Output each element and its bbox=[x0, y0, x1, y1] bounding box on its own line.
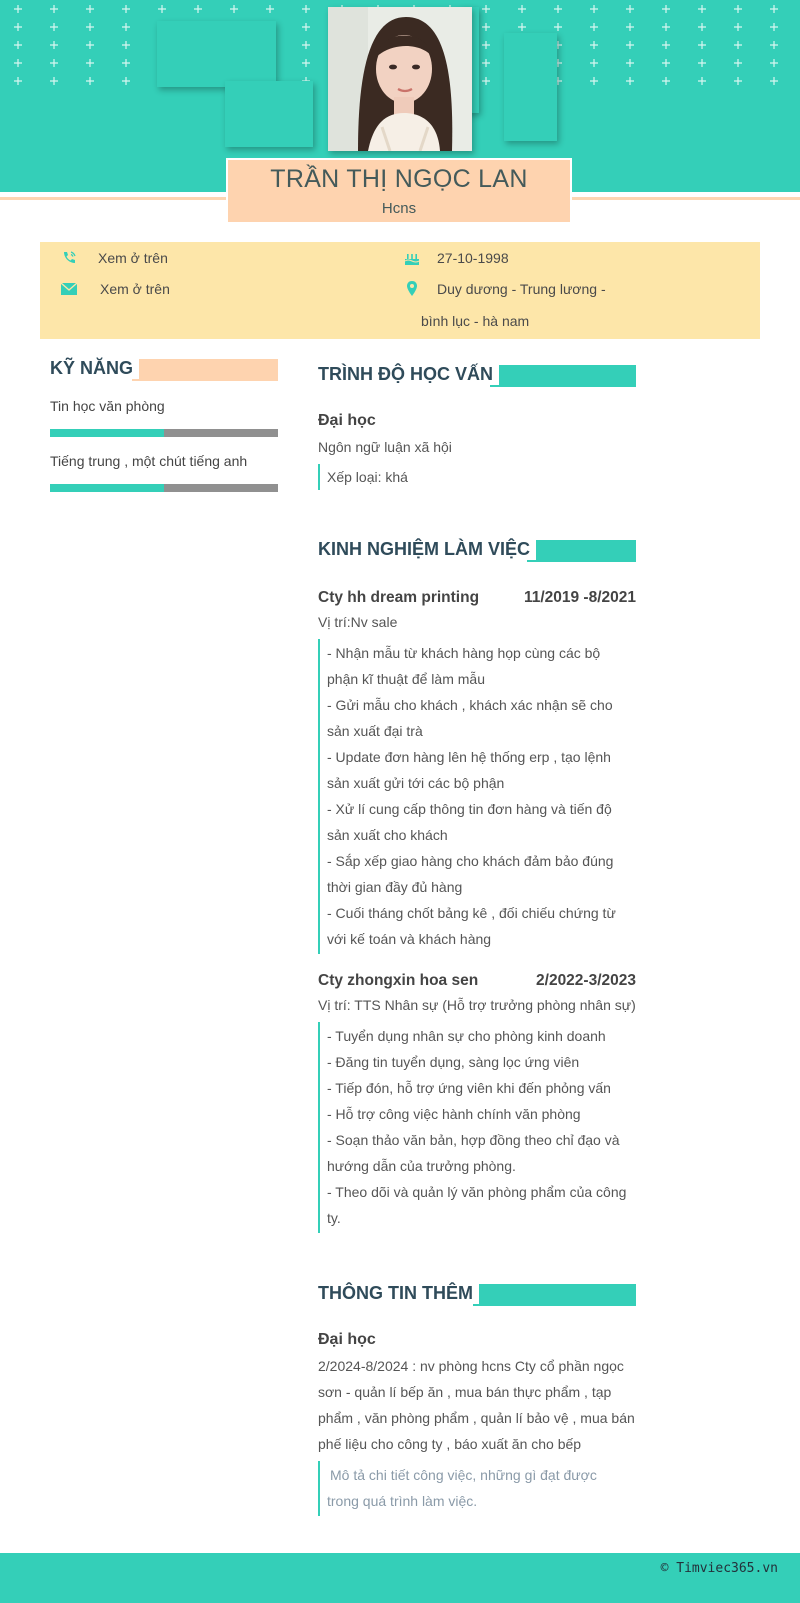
job-position: Vị trí: TTS Nhân sự (Hỗ trợ trưởng phòng nhân sự) bbox=[318, 997, 636, 1013]
education-heading: TRÌNH ĐỘ HỌC VẤN bbox=[318, 364, 499, 385]
contact-info bbox=[40, 242, 760, 339]
job-tasks bbox=[318, 639, 636, 954]
profile-photo bbox=[328, 7, 472, 151]
contact-birthday bbox=[403, 242, 509, 274]
task-line: - Theo dõi và quản lý văn phòng phẩm của công bbox=[327, 1184, 627, 1200]
education-major: Ngôn ngữ luận xã hội bbox=[318, 439, 452, 455]
education-degree: Đại học bbox=[318, 412, 376, 429]
contact-address bbox=[403, 273, 606, 337]
task-line: - Sắp xếp giao hàng cho khách đảm bảo đúng bbox=[327, 853, 614, 869]
description-line: 2/2024-8/2024 : nv phòng hcns Cty cổ phần ngọc bbox=[318, 1358, 624, 1374]
job-tasks bbox=[318, 1022, 636, 1233]
task-line: phận kĩ thuật để làm mẫu bbox=[327, 671, 485, 687]
job-item bbox=[318, 972, 636, 1233]
job-position: Vị trí:Nv sale bbox=[318, 614, 398, 630]
envelope-icon bbox=[60, 280, 78, 298]
skill-level-bar bbox=[50, 484, 278, 492]
education-section bbox=[318, 364, 636, 490]
contact-email bbox=[60, 273, 170, 305]
experience-section bbox=[318, 539, 636, 1233]
skill-item bbox=[50, 398, 278, 437]
skills-heading: KỸ NĂNG bbox=[50, 358, 139, 379]
task-line: sản xuất gửi tới các bộ phận bbox=[327, 775, 505, 791]
education-heading-bar bbox=[490, 365, 636, 387]
decor-square bbox=[157, 21, 276, 87]
additional-heading-bar bbox=[473, 1284, 636, 1306]
task-line: - Nhận mẫu từ khách hàng họp cùng các bộ bbox=[327, 645, 601, 661]
candidate-name: TRẦN THỊ NGỌC LAN bbox=[270, 165, 528, 193]
additional-note bbox=[318, 1461, 636, 1516]
address-text bbox=[421, 273, 606, 337]
job-header bbox=[318, 589, 636, 607]
task-line: - Hỗ trợ công việc hành chính văn phòng bbox=[327, 1106, 581, 1122]
additional-heading-row bbox=[318, 1283, 636, 1307]
skill-level-fill bbox=[50, 429, 164, 437]
task-line: hướng dẫn của trưởng phòng. bbox=[327, 1158, 516, 1174]
additional-section bbox=[318, 1283, 636, 1516]
skill-item bbox=[50, 453, 278, 492]
contact-phone bbox=[60, 242, 168, 274]
birthday-cake-icon bbox=[403, 249, 421, 267]
phone-icon bbox=[60, 249, 78, 267]
description-line: phẩm , văn phòng phẩm , quản lí bảo vệ , mua bán bbox=[318, 1410, 635, 1426]
task-line: ty. bbox=[327, 1210, 341, 1226]
task-line: - Update đơn hàng lên hệ thống erp , tạo lệnh bbox=[327, 749, 611, 765]
birthday-text: 27-10-1998 bbox=[437, 250, 509, 266]
decor-square bbox=[225, 81, 313, 147]
task-line: - Xử lí cung cấp thông tin đơn hàng và tiến độ bbox=[327, 801, 612, 817]
job-period: 2/2022-3/2023 bbox=[536, 972, 636, 989]
task-line: thời gian đầy đủ hàng bbox=[327, 879, 463, 895]
footer-watermark: © Timviec365.vn bbox=[660, 1561, 778, 1576]
address-line-1: Duy dương - Trung lương - bbox=[437, 281, 606, 297]
additional-subtitle: Đại học bbox=[318, 1331, 376, 1348]
name-card bbox=[226, 158, 572, 224]
job-header bbox=[318, 972, 636, 990]
task-line: - Soạn thảo văn bản, hợp đồng theo chỉ đạo và bbox=[327, 1132, 620, 1148]
candidate-title: Hcns bbox=[381, 200, 417, 217]
job-company: Cty zhongxin hoa sen bbox=[318, 972, 479, 989]
job-period: 11/2019 -8/2021 bbox=[523, 589, 636, 606]
skill-level-fill bbox=[50, 484, 164, 492]
job-company: Cty hh dream printing bbox=[318, 589, 480, 606]
additional-heading: THÔNG TIN THÊM bbox=[318, 1283, 479, 1304]
skill-name: Tin học văn phòng bbox=[50, 398, 165, 414]
footer bbox=[0, 1553, 800, 1603]
task-line: sản xuất cho khách bbox=[327, 827, 448, 843]
note-line: trong quá trình làm việc. bbox=[327, 1493, 478, 1509]
email-text: Xem ở trên bbox=[100, 281, 170, 297]
experience-heading-row bbox=[318, 539, 636, 563]
job-item bbox=[318, 589, 636, 954]
task-line: với kế toán và khách hàng bbox=[327, 931, 492, 947]
portrait-image bbox=[328, 7, 472, 151]
experience-heading: KINH NGHIỆM LÀM VIỆC bbox=[318, 539, 536, 560]
education-heading-row bbox=[318, 364, 636, 388]
phone-text: Xem ở trên bbox=[98, 250, 168, 266]
decor-square bbox=[504, 33, 557, 141]
description-line: phế liệu cho công ty , báo xuất ăn cho bếp bbox=[318, 1436, 582, 1452]
skills-heading-bar bbox=[132, 359, 278, 381]
skill-name: Tiếng trung , một chút tiếng anh bbox=[50, 453, 248, 469]
task-line: - Cuối tháng chốt bảng kê , đối chiếu chứng từ bbox=[327, 905, 616, 921]
experience-heading-bar bbox=[527, 540, 636, 562]
task-line: - Gửi mẫu cho khách , khách xác nhận sẽ cho bbox=[327, 697, 613, 713]
task-line: sản xuất đại trà bbox=[327, 723, 423, 739]
description-line: sơn - quản lí bếp ăn , mua bán thực phẩm , tạp bbox=[318, 1384, 612, 1400]
address-line-2: bình lục - hà nam bbox=[421, 313, 530, 329]
task-line: - Tiếp đón, hỗ trợ ứng viên khi đến phỏng vấn bbox=[327, 1080, 611, 1096]
note-line: Mô tả chi tiết công việc, những gì đạt được bbox=[330, 1467, 597, 1483]
education-grade: Xếp loại: khá bbox=[318, 464, 636, 490]
skill-level-bar bbox=[50, 429, 278, 437]
task-line: - Đăng tin tuyển dụng, sàng lọc ứng viên bbox=[327, 1054, 580, 1070]
task-line: - Tuyển dụng nhân sự cho phòng kinh doanh bbox=[327, 1028, 606, 1044]
skills-section bbox=[50, 358, 278, 492]
skills-heading-row bbox=[50, 358, 278, 382]
map-pin-icon bbox=[403, 280, 421, 298]
additional-description bbox=[318, 1353, 636, 1457]
